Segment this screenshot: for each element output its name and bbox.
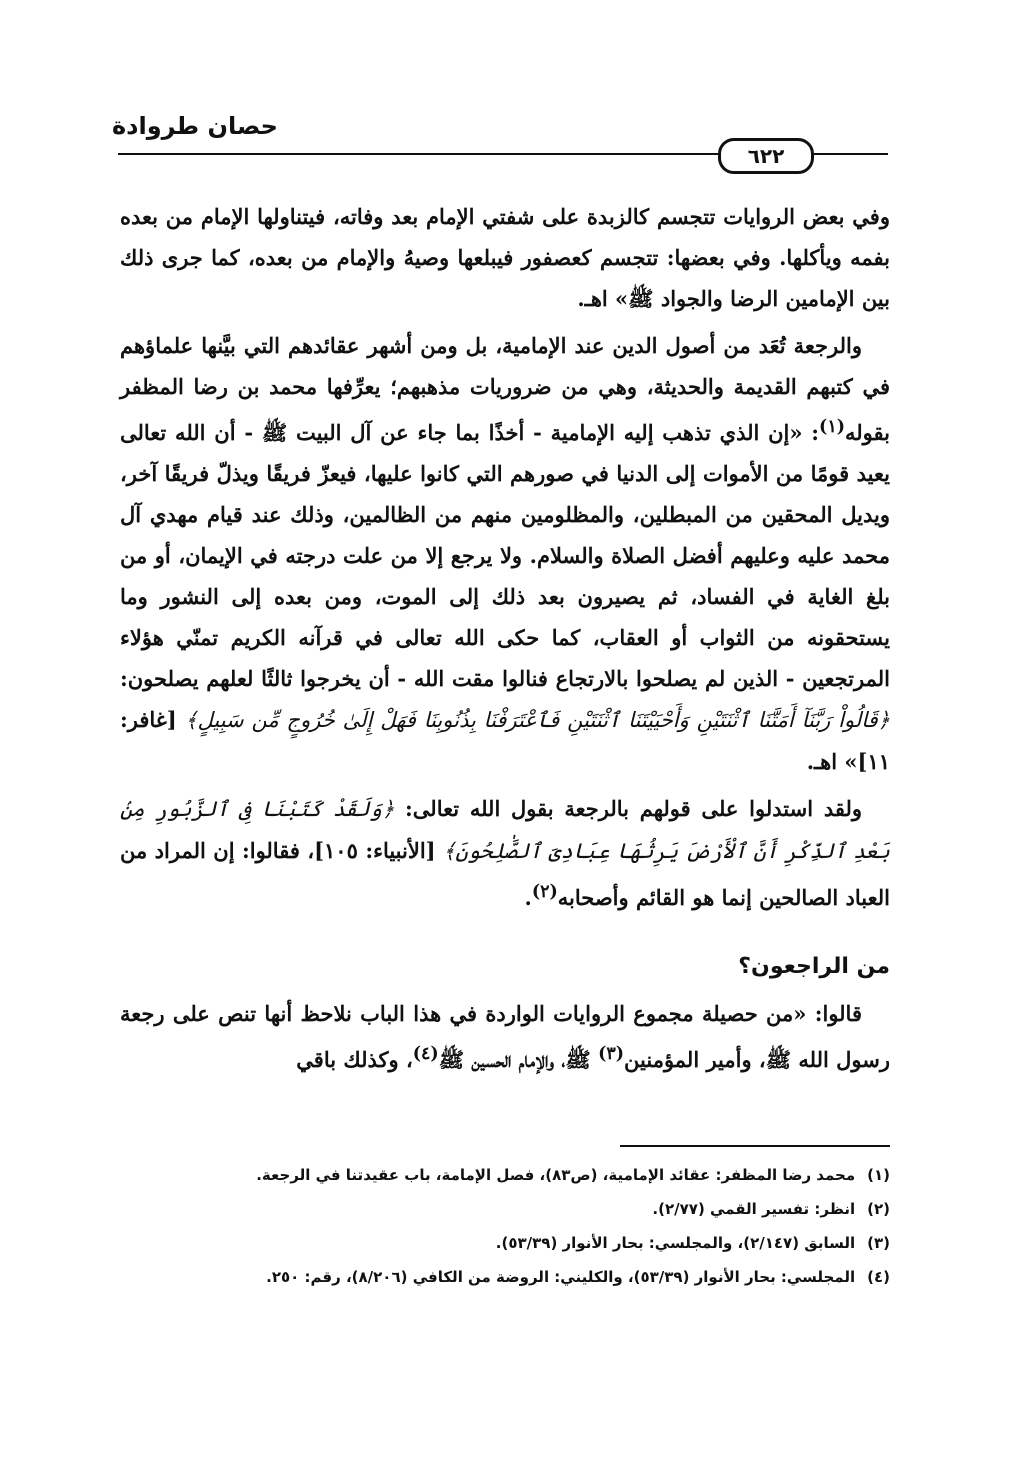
- quran-verse-anbiya: ﴿وَلَقَدْ كَتَبْنَا فِى ٱلزَّبُورِ مِنۢ بَعْدِ ٱلذِّكْرِ أَنَّ ٱلْأَرْضَ يَرِثُهَا عِبَادِىَ ٱلصَّٰلِحُونَ﴾: [120, 797, 890, 863]
- paragraph-2-part-c: [غافر: ١١]» اهـ.: [120, 707, 890, 774]
- footnote-text: المجلسي: بحار الأنوار (٥٣/٣٩)، والكليني: الروضة من الكافي (٨/٢٠٦)، رقم: ٢٥٠.: [266, 1268, 856, 1286]
- footnote-text: انظر: تفسير القمي (٢/٧٧).: [652, 1200, 856, 1218]
- main-text: [120, 196, 890, 1086]
- footnote-ref-1: (١): [819, 417, 846, 437]
- quran-verse-ghafir: ﴿قَالُواْ رَبَّنَآ أَمَتَّنَا ٱثْنَتَيْنِ وَأَحْيَيْتَنَا ٱثْنَتَيْنِ فَٱعْتَرَفْنَا بِذُنُوبِنَا فَهَلْ إِلَىٰ خُرُوجٍ مِّن سَبِيلٍ﴾: [185, 708, 890, 732]
- running-title: حصان طروادة: [112, 112, 278, 140]
- footnote-number: (٤): [867, 1268, 890, 1286]
- paragraph-4-part-a: قالوا: «من حصيلة مجموع الروايات الواردة في هذا الباب نلاحظ أنها تنص على رجعة رسول الله ﷺ، وأمير المؤمنين: [120, 1001, 890, 1072]
- paragraph-3-part-b: [الأنبياء: ١٠٥]، فقالوا: إن المراد من العباد الصالحين إنما هو القائم وأصحابه: [120, 838, 890, 910]
- section-heading: من الراجعون؟: [738, 954, 890, 979]
- footnote-separator: [620, 1145, 890, 1147]
- paragraph-4: [120, 993, 890, 1080]
- paragraph-3-part-c: .: [524, 885, 532, 910]
- footnote-ref-3: (٣): [598, 1044, 625, 1064]
- footnote-ref-4: (٤): [412, 1044, 439, 1064]
- footnotes: [120, 1158, 890, 1294]
- footnote-item: [120, 1226, 890, 1260]
- footnote-item: [120, 1260, 890, 1294]
- footnote-number: (٣): [867, 1234, 890, 1252]
- paragraph-4-part-b: ﷺ، والإمام الحسين ﷺ: [438, 1047, 599, 1072]
- paragraph-4-part-c: ، وكذلك باقي: [296, 1047, 413, 1072]
- paragraph-2-part-b: : «إن الذي تذهب إليه الإمامية - أخذًا بما جاء عن آل البيت ﷺ - أن الله تعالى يعيد قومًا من الأموات إلى الدنيا في صورهم التي كانوا عليها، فيعزّ فريقًا ويذلّ فريقًا آخر، ويديل المحقين من المبطلين، والمظلومين منهم من الظالمين، وذلك عند قيام مهدي آل محمد عليه وعليهم أفضل الصلاة والسلام. ولا يرجع إلا من علت درجته في الإيمان، أو من بلغ الغاية في الفساد، ثم يصيرون بعد ذلك إلى الموت، ومن بعده إلى النشور وما يستحقونه من الثواب أو العقاب، كما حكى الله تعالى في قرآنه الكريم تمنّي هؤلاء المرتجعين - الذين لم يصلحوا بالارتجاع فنالوا مقت الله - أن يخرجوا ثالثًا لعلهم يصلحون:: [120, 420, 890, 691]
- footnote-text: السابق (٢/١٤٧)، والمجلسي: بحار الأنوار (٥٣/٣٩).: [495, 1234, 856, 1252]
- footnote-number: (٢): [867, 1200, 890, 1218]
- footnote-text: محمد رضا المظفر: عقائد الإمامية، (ص٨٣)، فصل الإمامة، باب عقيدتنا في الرجعة.: [256, 1166, 856, 1184]
- footnote-item: [120, 1192, 890, 1226]
- footnote-number: (١): [867, 1166, 890, 1184]
- paragraph-1: وفي بعض الروايات تتجسم كالزبدة على شفتي الإمام بعد وفاته، فيتناولها الإمام من بعده بفمه ويأكلها. وفي بعضها: تتجسم كعصفور فيبلعها وصيهُ والإمام من بعده، كما جرى ذلك بين الإمامين الرضا والجواد ﷺ» اهـ.: [120, 204, 890, 311]
- footnote-ref-2: (٢): [531, 882, 558, 902]
- footnote-item: [120, 1158, 890, 1192]
- paragraph-2-part-a: والرجعة تُعَد من أصول الدين عند الإمامية، بل ومن أشهر عقائدهم التي بيَّنها علماؤهم في كتبهم القديمة والحديثة، وهي من ضروريات مذهبهم؛ يعرِّفها محمد بن رضا المظفر بقوله: [120, 333, 890, 445]
- paragraph-3-part-a: ولقد استدلوا على قولهم بالرجعة بقول الله تعالى:: [394, 796, 862, 821]
- paragraph-2: [120, 325, 890, 782]
- page-number: ٦٢٢: [718, 138, 814, 174]
- paragraph-3: [120, 788, 890, 918]
